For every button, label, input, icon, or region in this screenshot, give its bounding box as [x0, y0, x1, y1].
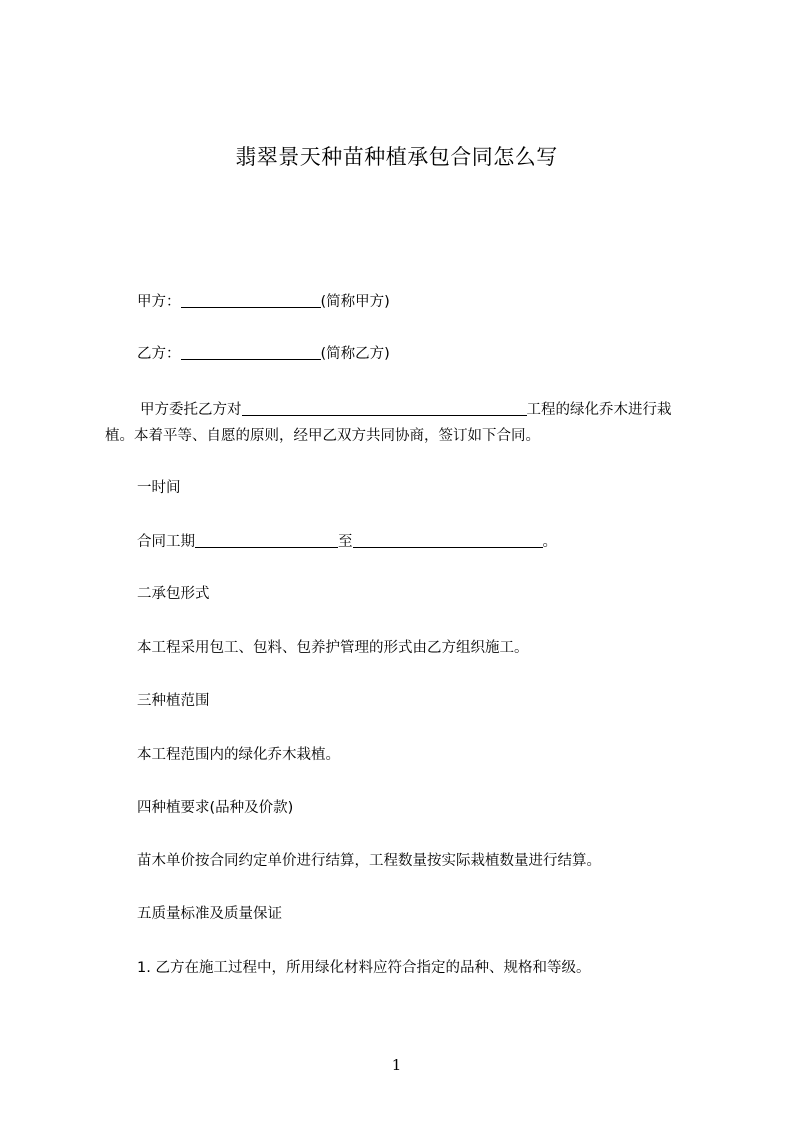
section-5-heading: 五质量标准及质量保证	[137, 906, 282, 922]
period-end: 。	[542, 534, 557, 550]
party-a-label: 甲方：	[137, 294, 181, 310]
intro-second-line: 植。本着平等、自愿的原则，经甲乙双方共同协商，签订如下合同。	[105, 428, 540, 444]
party-b-label: 乙方：	[137, 346, 181, 362]
party-b-line	[137, 341, 390, 367]
section-3-heading: 三种植范围	[137, 693, 210, 709]
party-b-suffix: (简称乙方)	[320, 346, 390, 362]
section-5-item-1: 1. 乙方在施工过程中，所用绿化材料应符合指定的品种、规格和等级。	[137, 960, 591, 976]
section-4-text: 苗木单价按合同约定单价进行结算，工程数量按实际栽植数量进行结算。	[137, 853, 601, 869]
party-a-line	[137, 289, 390, 315]
section-1-heading: 一时间	[137, 480, 181, 496]
period-middle: 至	[338, 534, 353, 550]
contract-period-line	[137, 529, 557, 555]
section-2-text: 本工程采用包工、包料、包养护管理的形式由乙方组织施工。	[137, 640, 529, 656]
page-number: 1	[391, 1056, 402, 1074]
section-3-text: 本工程范围内的绿化乔木栽植。	[137, 747, 340, 763]
party-b-blank[interactable]	[181, 344, 321, 360]
project-name-blank[interactable]	[242, 400, 527, 416]
party-a-blank[interactable]	[181, 292, 321, 308]
party-a-suffix: (简称甲方)	[320, 294, 390, 310]
section-4-heading: 四种植要求(品种及价款)	[137, 800, 294, 816]
period-prefix: 合同工期	[137, 534, 195, 550]
intro-suffix: 工程的绿化乔木进行栽	[526, 402, 672, 418]
intro-paragraph	[105, 397, 715, 449]
intro-first-line	[105, 397, 715, 423]
document-title: 翡翠景天种苗种植承包合同怎么写	[235, 145, 558, 169]
period-start-blank[interactable]	[195, 532, 338, 548]
intro-prefix: 甲方委托乙方对	[140, 402, 242, 418]
section-2-heading: 二承包形式	[137, 586, 210, 602]
period-end-blank[interactable]	[353, 532, 543, 548]
